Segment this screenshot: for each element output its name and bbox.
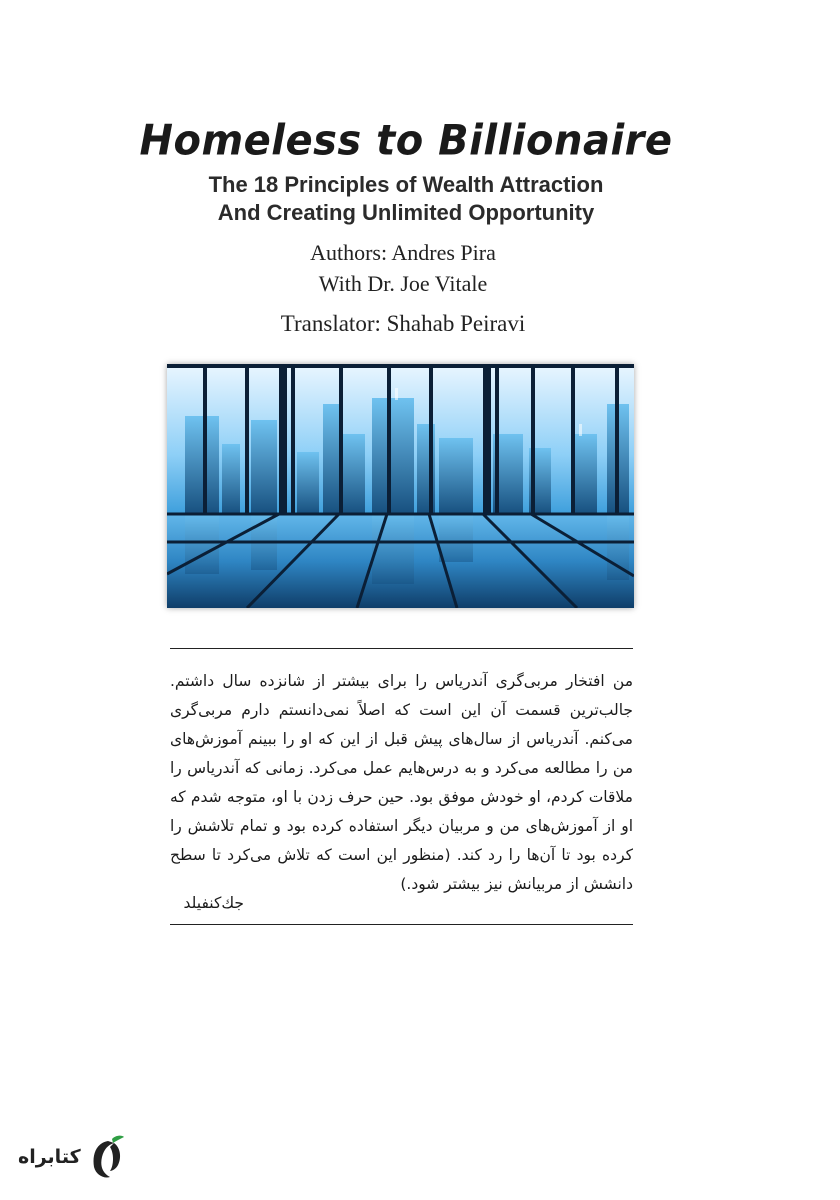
publisher-logo xyxy=(18,1133,128,1183)
endorsement-quote: من افتخار مربی‌گری آندریاس را برای بیشتر از شانزده سال داشتم. جالب‌ترین قسمت آن این است که اصلاً نمی‌دانستم دارم مربی‌گری می‌کنم. آندریاس از سال‌های پیش قبل از این که او را ببینم آموزش‌های من را مطالعه می‌کرد و به درس‌هایم عمل می‌کرد. زمانی که آندریاس را ملاقات کردم، او خودش موفق بود. حین حرف زدن با او، متوجه شدم که او از آموزش‌های من و مربیان دیگر استفاده کرده بود و تمام تلاشش را کرده بود تا آن‌ها را رد کند. (منظور این است که تلاش می‌کرد تا سطح دانشش از مربیانش نیز بیشتر شود.) xyxy=(170,672,633,893)
city-skyline-image xyxy=(167,364,634,608)
publisher-logo-text: کتابراه xyxy=(18,1146,81,1168)
book-subtitle-line-1: The 18 Principles of Wealth Attraction xyxy=(208,172,604,197)
book-leaf-icon xyxy=(88,1135,128,1181)
quote-top-rule xyxy=(170,648,633,649)
book-subtitle-line-2: And Creating Unlimited Opportunity xyxy=(217,200,595,225)
coauthor-line: With Dr. Joe Vitale xyxy=(318,271,488,296)
book-title: Homeless to Billionaire xyxy=(139,116,673,166)
quote-bottom-rule xyxy=(170,924,633,925)
translator-line: Translator: Shahab Peiravi xyxy=(280,311,526,336)
quote-author: جك‌كنفیلد xyxy=(183,894,244,912)
authors-line: Authors: Andres Pira xyxy=(310,240,496,265)
